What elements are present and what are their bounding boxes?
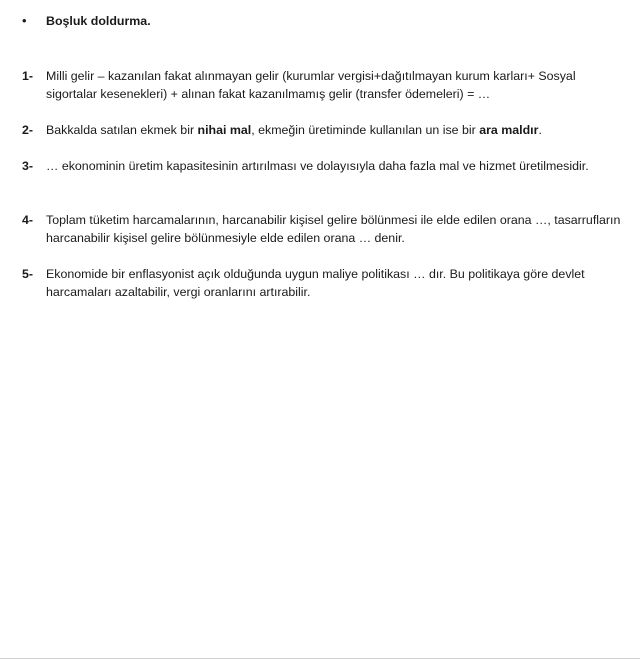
question-text: Milli gelir – kazanılan fakat alınmayan gelir (kurumlar vergisi+dağıtılmayan kurum karları+ Sosyal sigortalar kesenekleri) + alınan fakat kazanılmamış gelir (transfer ödemeleri) = …	[46, 69, 576, 101]
heading-title: Boşluk doldurma.	[46, 14, 151, 28]
question-1	[22, 67, 622, 103]
question-text: Ekonomide bir enflasyonist açık olduğunda uygun maliye politikası … dır. Bu politikaya göre devlet harcamaları azaltabilir, vergi oranlarını artırabilir.	[46, 267, 585, 299]
question-4	[22, 211, 622, 247]
question-text: … ekonominin üretim kapasitesinin artırılması ve dolayısıyla daha fazla mal ve hizmet üretilmesidir.	[46, 159, 589, 173]
section-heading	[22, 12, 151, 30]
question-number: 1-	[22, 69, 34, 83]
question-text: Toplam tüketim harcamalarının, harcanabilir kişisel gelire bölünmesi ile elde edilen orana …, tasarrufların harcanabilir kişisel gelire bölünmesiyle elde edilen orana … denir.	[46, 213, 621, 245]
question-text-part: Bakkalda satılan ekmek bir	[46, 123, 198, 137]
bold-term-ara-mal: ara maldır	[479, 123, 539, 137]
question-5	[22, 265, 622, 301]
bold-term-nihai-mal: nihai mal	[197, 123, 252, 137]
question-number: 2-	[22, 123, 34, 137]
question-2	[22, 121, 622, 139]
question-number: 3-	[22, 159, 34, 173]
question-number: 4-	[22, 213, 34, 227]
question-number: 5-	[22, 267, 34, 281]
question-3	[22, 157, 622, 175]
question-text	[46, 121, 622, 139]
bullet-icon: •	[22, 13, 27, 28]
question-text-part: .	[538, 123, 542, 137]
page-bottom-divider	[0, 658, 640, 659]
question-text-part: , ekmeğin üretiminde kullanılan un ise bir	[251, 123, 480, 137]
